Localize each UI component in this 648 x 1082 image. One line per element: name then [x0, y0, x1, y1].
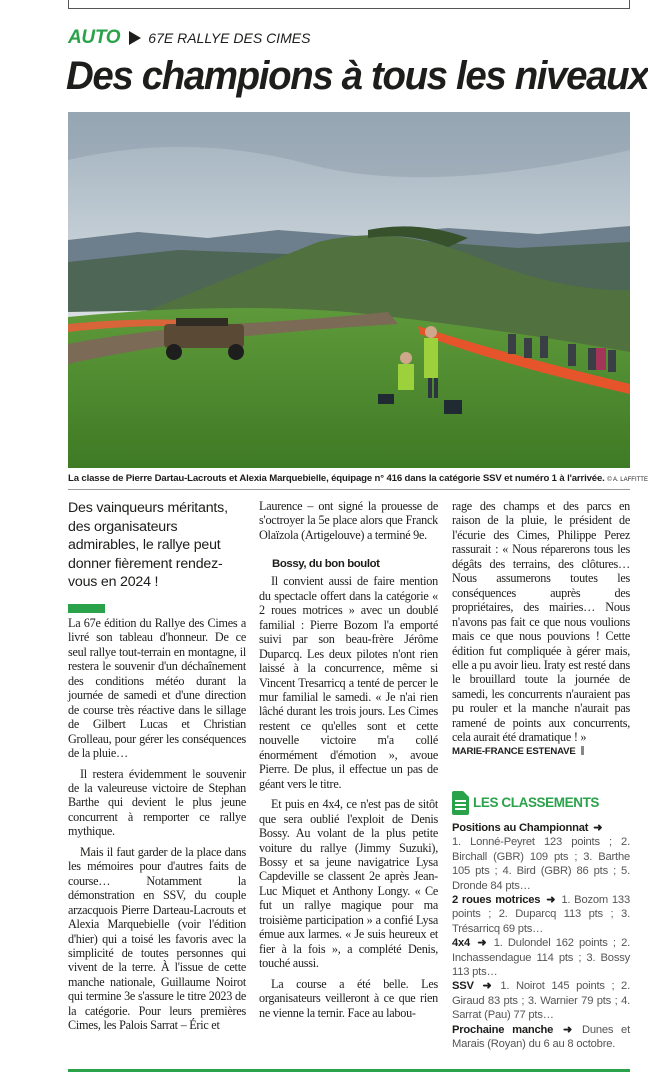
caption-divider	[68, 489, 630, 490]
lead-accent-bar	[68, 604, 105, 613]
arrow-icon: ➜	[593, 822, 603, 834]
arrow-icon: ➜	[562, 1023, 573, 1036]
arrow-icon: ➜	[546, 894, 556, 907]
arrow-icon: ➜	[477, 937, 487, 950]
bottom-accent-rule	[68, 1069, 630, 1072]
subsection-label: 67E RALLYE DES CIMES	[148, 30, 311, 46]
ranking-category: SSV	[452, 980, 474, 993]
article-column-3	[452, 499, 630, 759]
ranking-category: Positions au Championnat	[452, 822, 589, 834]
paragraph: Il convient aussi de faire mention du spectacle offert dans la catégorie « 2 roues motrices » avec un doublé familial : Pierre Bozom l'a emporté suivi par son beau-frère Jérôme Duparcq. Les deux pilotes n'ont rien laissé à la concurrence, même si Vincent Tresarricq a tenté de percer le mur familial le samedi. « Je n'ai rien lâché durant les trois jours. Les Cimes restent ce qu'elles sont et cette nouvelle victoire m'a collé énormément d'émotion », avoue Pierre. De plus, il effectue un pas de géant vers le titre.	[259, 574, 438, 791]
photo-caption	[68, 472, 648, 487]
paragraph: Laurence – ont signé la prouesse de s'octroyer la 5e place alors que Franck Olaïzola (Artigelouve) a terminé 9e.	[259, 499, 438, 542]
photo-credit: © A. LAFFITTE	[607, 477, 648, 483]
top-frame-line	[68, 0, 630, 9]
subheading: Bossy, du bon boulot	[272, 558, 380, 571]
ranking-results: 1. Dulondel 162 points ; 2. Inchassendague 114 pts ; 3. Bossy 113 pts…	[452, 937, 630, 979]
caption-text: La classe de Pierre Dartau-Lacrouts et Alexia Marquebielle, équipage n° 416 dans la catégorie SSV et numéro 1 à l'arrivée.	[68, 473, 605, 484]
play-triangle-icon	[129, 31, 141, 45]
signature-end-mark	[581, 746, 584, 755]
author-name: MARIE-FRANCE ESTENAVE	[452, 745, 576, 757]
article-column-2	[259, 499, 438, 1020]
paragraph: La course a été belle. Les organisateurs veilleront à ce que rien ne vienne la ternir. Face au labou-	[259, 976, 438, 1020]
ranking-entry	[452, 936, 630, 979]
rankings-title: LES CLASSEMENTS	[473, 794, 600, 810]
ranking-category: 4x4	[452, 937, 471, 950]
article-lead: Des vainqueurs méritants, des organisateurs admirables, le rallye peut donner fièrement rendez-vous en 2024 !	[68, 500, 228, 591]
rally-landscape-illustration	[68, 112, 630, 468]
ranking-category: Prochaine manche	[452, 1023, 554, 1036]
rankings-header	[452, 789, 630, 817]
section-kicker	[68, 26, 310, 50]
ranking-results: 1. Noirot 145 points ; 2. Giraud 83 pts ; 3. Warnier 79 pts ; 4. Sarrat (Pau) 77 pts…	[452, 980, 630, 1022]
paragraph: rage des champs et des parcs en raison de la pluie, le président de l'écurie des Cimes, Philippe Perez rassurait : « Nous réparerons tous les dégâts des terrains, des clôtures… Nous assumerons toutes les conséquences auprès des propriétaires, des mairies… Nous n'avons pas fait ce que nous voulions mais ce que nous pouvions ! Cette édition fut compliquée à gérer mais, elle a pu avoir lieu. Iraty est resté dans le brouillard toute la journée de samedi, les concurrents n'auraient pas pu rouler et la manche n'aurait pas ramené de points aux concurrents, cela aurait été dramatique ! »	[452, 499, 630, 745]
paragraph: Et puis en 4x4, ce n'est pas de sitôt que sera oublié l'exploit de Denis Bossy. Au volant de la plus petite voiture du rallye (Jimmy Suzuki), Bossy et sa jeune navigatrice Lysa Capdeville se classent 2e après Jean-Luc Miquet et Anthony Longy. « Ce fut un rallye magique pour ma troisième participation » a confié Lysa émue aux larmes. « Je suis heureux et fier à la fois », a complété Denis, touché aussi.	[259, 797, 438, 971]
author-signature	[452, 745, 630, 759]
ranking-category: 2 roues motrices	[452, 894, 541, 907]
rankings-box	[452, 789, 630, 1052]
article-headline: Des champions à tous les niveaux	[66, 54, 648, 98]
article-column-1	[68, 616, 246, 1033]
arrow-icon: ➜	[482, 980, 492, 993]
ranking-results: 1. Lonné-Peyret 123 points ; 2. Birchall (GBR) 109 pts ; 3. Barthe 105 pts ; 4. Bird (GBR) 86 pts ; 5. Dronde 84 pts…	[452, 836, 630, 892]
document-icon	[452, 791, 469, 815]
ranking-entry	[452, 821, 630, 893]
ranking-entry	[452, 979, 630, 1022]
paragraph: La 67e édition du Rallye des Cimes a livré son tableau d'honneur. De ce seul rallye tout-terrain en montagne, il restera le souvenir d'un déchaînement des conditions météo durant la journée de samedi et d'une direction de course très réactive dans le sillage de Gilbert Lucas et Christian Grolleau, pour gérer les conséquences de la pluie…	[68, 616, 246, 761]
paragraph: Mais il faut garder de la place dans les mémoires pour d'autres faits de course… Notamment la démonstration en SSV, du couple arzacquois Pierre Darteau-Lacrouts et Alexia Marquebielle (voir l'édition d'hier) qui a toisé les favoris avec la simplicité de toutes personnes qui vivent de la terre. À l'issue de cette manche nationale, Guillaume Noirot qui termine 3e s'assure le titre 2023 de la catégorie. Pour leurs premières Cimes, les Palois Sarrat – Éric et	[68, 844, 246, 1033]
ranking-entry	[452, 893, 630, 936]
ranking-results: 1. Bozom 133 points ; 2. Duparcq 113 pts ; 3. Trésarricq 69 pts…	[452, 894, 630, 935]
ranking-entry	[452, 1023, 630, 1052]
paragraph: Il restera évidemment le souvenir de la valeureuse victoire de Stephan Barthe qui devient le plus jeune concurrent à remporter ce rallye mythique.	[68, 766, 246, 839]
section-label[interactable]: AUTO	[68, 27, 121, 48]
ranking-results: Dunes et Marais (Royan) du 6 au 8 octobre.	[452, 1023, 630, 1051]
article-photo[interactable]	[68, 112, 630, 468]
